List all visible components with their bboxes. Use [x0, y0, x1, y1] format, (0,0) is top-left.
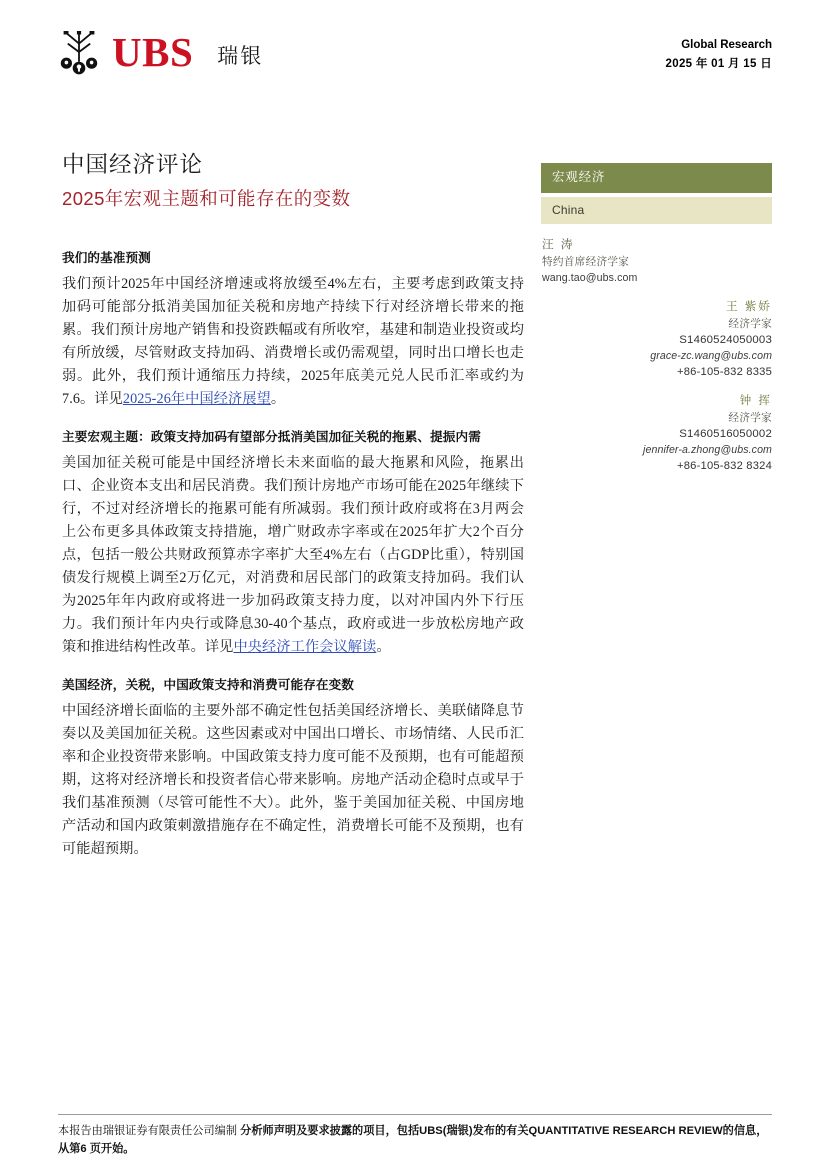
page-title: 中国经济评论	[62, 152, 204, 177]
section-heading-1: 我们的基准预测	[62, 251, 151, 265]
analyst-license-code: S1460516050002	[679, 428, 772, 441]
analyst-email[interactable]: jennifer-a.zhong@ubs.com	[643, 443, 772, 456]
analyst-list	[541, 237, 772, 474]
analyst-role: 经济学家	[728, 411, 772, 424]
paragraph-text-2a: 美国加征关税可能是中国经济增长未来面临的最大拖累和风险，拖累出口、企业资本支出和居民消费。我们预计房地产市场可能在2025年继续下行，不过对经济增长的拖累可能有所减弱。我们预计政府或将在3月两会上公布更多具体政策支持措施，增广财政赤字率或在2025年扩大2个百分点，包括一般公共财政预算赤字率扩大至4%左右（占GDP比重），特别国债发行规模上调至2万亿元，对消费和居民部门的政策支持加码。我们认为2025年年内政府或将进一步加码政策支持力度，以对冲国内外下行压力。我们预计年内央行或降息30-40个基点，政府或进一步放松房地产政策和推进结构性改革。详见	[62, 454, 524, 655]
analyst-name: 王 紫娇	[725, 299, 772, 313]
paragraph-text-2b: 。	[376, 638, 391, 655]
report-link-outlook[interactable]: 2025-26年中国经济展望	[122, 390, 271, 407]
footer-text-part1: 本报告由瑞银证券有限责任公司编制	[58, 1125, 238, 1138]
ubs-three-keys-icon	[58, 28, 100, 76]
analyst-phone: +86-105-832 8324	[677, 460, 772, 473]
section-heading-2: 主要宏观主题：政策支持加码有望部分抵消美国加征关税的拖累、提振内需	[62, 429, 481, 444]
analyst-name: 汪 涛	[542, 238, 575, 252]
sidebar-category-badge: 宏观经济	[541, 163, 772, 193]
footer-text-part2: 分析师声明及要求披露的项目，包括UBS(瑞银)发布的有关QUANTITATIVE RESEARCH REVIEW的信息，从第6 页开始。	[58, 1125, 768, 1155]
ubs-logo	[58, 28, 263, 76]
sidebar	[541, 163, 772, 487]
analyst-phone: +86-105-832 8335	[677, 365, 772, 378]
section-heading-3: 美国经济，关税，中国政策支持和消费可能存在变数	[62, 677, 354, 692]
page-subtitle: 2025年宏观主题和可能存在的变数	[62, 188, 351, 210]
paragraph-text-1a: 我们预计2025年中国经济增速或将放缓至4%左右，主要考虑到政策支持加码可能部分抵消美国加征关税和房地产持续下行对经济增长带来的拖累。我们预计房地产销售和投资跌幅或有所收窄，基建和制造业投资或均有所放缓，尽管财政支持加码、消费增长或仍需观望，同时出口增长也走弱。此外，我们预计通缩压力持续，2025年底美元兑人民币汇率或约为7.6。详见	[62, 275, 524, 407]
publish-date: 2025 年 01 月 15 日	[665, 57, 772, 70]
page-footer	[58, 1114, 772, 1158]
analyst-role: 经济学家	[728, 317, 772, 330]
section-paragraph-2	[62, 452, 524, 659]
sidebar-region-badge: China	[541, 197, 772, 224]
article-body	[62, 249, 524, 861]
analyst-role: 特约首席经济学家	[542, 256, 630, 269]
page-header	[58, 28, 772, 90]
analyst-license-code: S1460524050003	[679, 334, 772, 347]
analyst-entry	[542, 393, 772, 474]
header-meta	[666, 36, 772, 74]
footer-disclaimer	[58, 1123, 772, 1158]
analyst-entry	[542, 237, 772, 286]
title-block	[62, 150, 532, 211]
paragraph-text-1b: 。	[270, 390, 286, 407]
research-label: Global Research	[681, 39, 772, 51]
section-paragraph-1	[62, 273, 524, 411]
paragraph-text-3a: 中国经济增长面临的主要外部不确定性包括美国经济增长、美联储降息节奏以及美国加征关税。这些因素或对中国出口增长、市场情绪、人民币汇率和企业投资带来影响。中国政策支持力度可能不及预期，也有可能超预期，这将对经济增长和投资者信心带来影响。房地产活动企稳时点或早于我们基准预测（尽管可能性不大）。此外，鉴于美国加征关税、中国房地产活动和国内政策刺激措施存在不确定性，消费增长可能不及预期，也有可能超预期。	[62, 702, 524, 857]
analyst-email[interactable]: wang.tao@ubs.com	[542, 271, 638, 284]
analyst-name: 钟 挥	[739, 394, 772, 408]
analyst-entry	[542, 299, 772, 380]
report-link-cewc[interactable]: 中央经济工作会议解读	[233, 638, 377, 655]
analyst-email[interactable]: grace-zc.wang@ubs.com	[650, 349, 772, 362]
footer-divider	[58, 1114, 772, 1115]
ubs-wordmark: UBS	[112, 28, 194, 75]
ubs-chinese-name: 瑞银	[217, 45, 264, 68]
section-paragraph-3	[62, 700, 524, 861]
